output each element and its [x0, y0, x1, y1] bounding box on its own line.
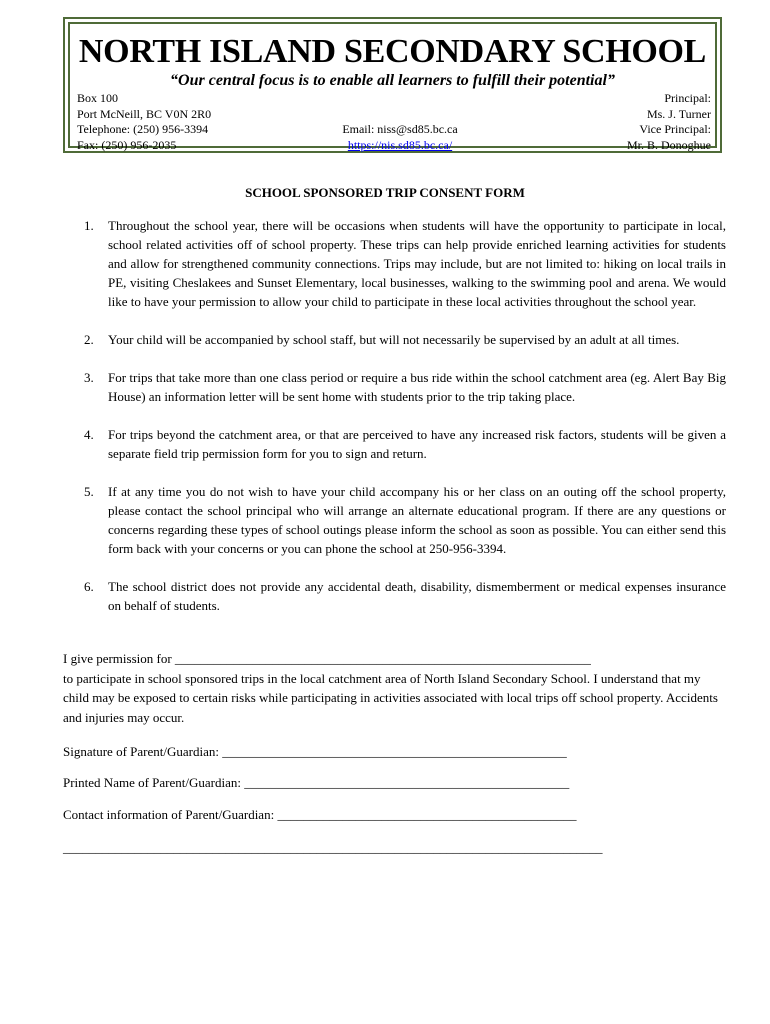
item-number: 1. — [84, 218, 94, 233]
item-number: 2. — [84, 332, 94, 347]
item-text: For trips that take more than one class period or require a bus ride within the school catchment area (eg. Alert Bay Big House) an information letter will be sent home with students prior to the trip taking place. — [108, 370, 726, 404]
list-item — [84, 368, 726, 406]
item-text: If at any time you do not wish to have your child accompany his or her class on an outing off the school property, please contact the school principal who will arrange an alternate educational program. If there are any questions or concerns regarding these types of school outings please inform the school as soon as possible. You can either send this form back with your concerns or you can phone the school at 250-956-3394. — [108, 484, 726, 556]
list-item — [84, 482, 726, 558]
principal-label: Principal: — [664, 91, 711, 105]
signature-field[interactable]: Signature of Parent/Guardian: _____________________________________________________ — [63, 744, 567, 759]
item-number: 4. — [84, 427, 94, 442]
printed-name-field[interactable]: Printed Name of Parent/Guardian: __________________________________________________ — [63, 775, 570, 790]
item-text: The school district does not provide any accidental death, disability, dismemberment or medical expenses insurance on behalf of students. — [108, 579, 726, 613]
vice-principal-label: Vice Principal: — [639, 122, 711, 136]
fax-line: Fax: (250) 956-2035 — [77, 137, 177, 152]
contact-info-field[interactable]: Contact information of Parent/Guardian: ______________________________________________ — [63, 807, 577, 822]
school-motto: “Our central focus is to enable all learners to fulfill their potential” — [170, 72, 615, 89]
permission-paragraph — [63, 649, 725, 727]
letterhead — [63, 17, 722, 153]
consent-items-list — [84, 216, 726, 615]
contact-info-extra-line[interactable]: ___________________________________________________________________________________ — [63, 840, 603, 855]
principal-name: Ms. J. Turner — [646, 106, 711, 121]
list-item — [84, 216, 726, 311]
email-line: Email: niss@sd85.bc.ca — [342, 122, 458, 136]
item-text: Throughout the school year, there will be occasions when students will have the opportunity to participate in local, school related activities off of school property. These trips can help provide enriched learning activities for students and allow for strengthened community connections. Trips may include, but are not limited to: hiking on local trails in PE, visiting Cheslakees and Sunset Elementary, local businesses, walking to the swimming pool and arena. We would like to have your permission to allow your child to participate in these local activities throughout the school year. — [108, 218, 726, 309]
list-item — [84, 330, 726, 349]
list-item — [84, 425, 726, 463]
list-item — [84, 577, 726, 615]
item-number: 3. — [84, 370, 94, 385]
school-staff-block — [627, 91, 711, 153]
website-link[interactable]: https://nis.sd85.bc.ca/ — [347, 137, 453, 152]
school-contact-block — [310, 91, 490, 153]
permission-child-name-field[interactable]: I give permission for ________________________________________________________________ — [63, 651, 591, 666]
item-text: For trips beyond the catchment area, or that are perceived to have any increased risk factors, students will be given a separate field trip permission form for you to sign and return. — [108, 427, 726, 461]
permission-statement: to participate in school sponsored trips in the local catchment area of North Island Secondary School. I understand that my child may be exposed to certain risks while participating in activities associated with local trips off school property. Accidents and injuries may occur. — [63, 670, 718, 725]
item-number: 5. — [84, 484, 94, 499]
telephone-line: Telephone: (250) 956-3394 — [77, 122, 209, 136]
vice-principal-name: Mr. B. Donoghue — [627, 137, 711, 152]
address-line: Port McNeill, BC V0N 2R0 — [77, 106, 212, 121]
item-number: 6. — [84, 579, 94, 594]
address-line: Box 100 — [77, 91, 119, 105]
form-title: SCHOOL SPONSORED TRIP CONSENT FORM — [245, 185, 525, 200]
school-address-block — [77, 91, 211, 153]
item-text: Your child will be accompanied by school staff, but will not necessarily be supervised by an adult at all times. — [108, 332, 680, 347]
school-name: NORTH ISLAND SECONDARY SCHOOL — [78, 33, 707, 70]
letterhead-inner-border — [68, 22, 717, 152]
